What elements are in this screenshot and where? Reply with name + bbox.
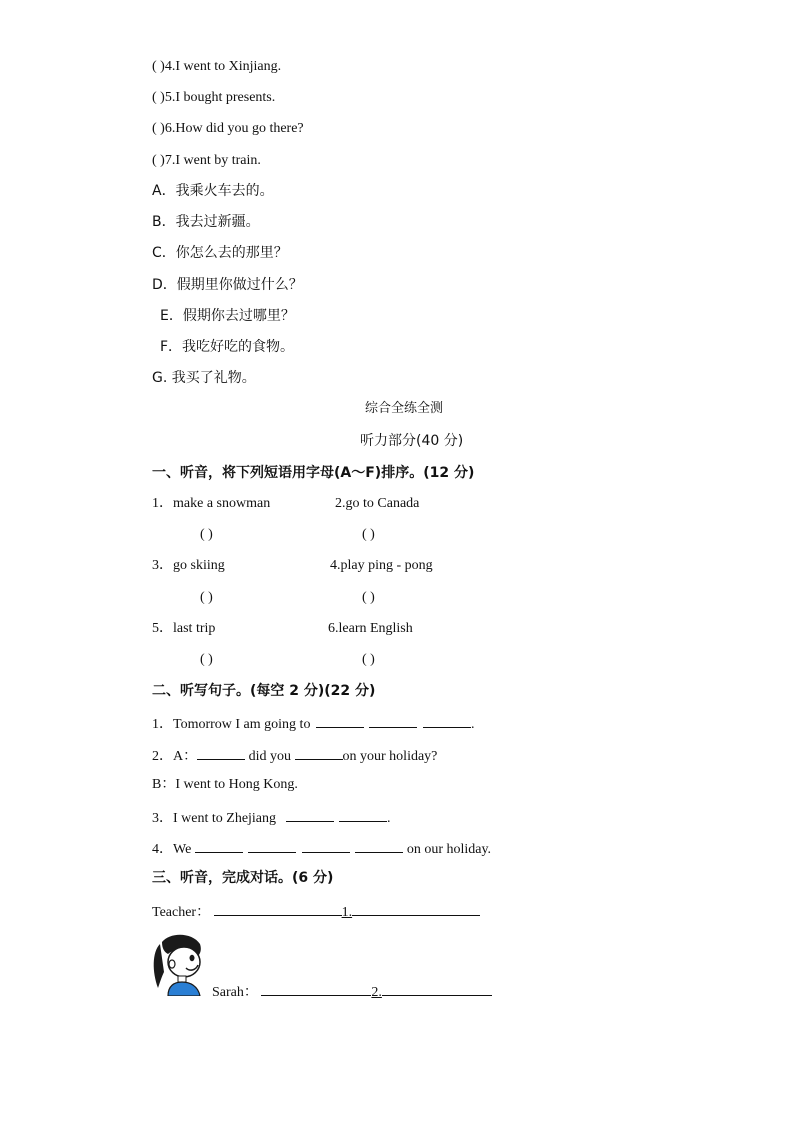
option-c: C．你怎么去的那里？ [152, 245, 288, 261]
item-text: 4.I went to Xinjiang. [164, 59, 282, 74]
girl-cartoon-icon [150, 932, 212, 996]
matching-item [152, 89, 275, 107]
teacher-label: Teacher： [152, 905, 211, 920]
answer-blank[interactable] [286, 807, 334, 822]
dictation-q2-answer: B：I went to Hong Kong. [152, 777, 298, 792]
q2-mid1: did you [248, 749, 292, 764]
answer-bracket[interactable]: ( ) [200, 652, 213, 667]
sarah-line [212, 981, 492, 1002]
answer-blank[interactable] [369, 713, 417, 728]
blank-number: 2. [371, 985, 382, 1000]
answer-blank[interactable] [382, 981, 492, 996]
phrase-1: 1．make a snowman [152, 496, 271, 511]
q3-prefix: 3．I went to Zhejiang [152, 811, 277, 826]
blank-number: 1. [341, 905, 353, 920]
q4-end: on our holiday. [406, 842, 492, 857]
answer-bracket[interactable]: ( ) [362, 590, 375, 605]
answer-bracket[interactable]: ( ) [152, 90, 165, 105]
answer-blank[interactable] [248, 838, 296, 853]
answer-blank[interactable] [214, 901, 342, 916]
option-d: D．假期里你做过什么？ [152, 277, 303, 293]
test-title: 综合全练全测 [365, 401, 444, 416]
q3-end: . [387, 811, 391, 826]
listening-title: 听力部分(40 分) [360, 433, 464, 449]
answer-bracket[interactable]: ( ) [152, 153, 165, 168]
matching-item [152, 58, 281, 76]
answer-bracket[interactable]: ( ) [152, 59, 165, 74]
answer-blank[interactable] [261, 981, 371, 996]
dictation-q2 [152, 745, 437, 766]
q2-mid2: on your holiday? [342, 749, 438, 764]
phrase-3: 3．go skiing [152, 558, 225, 573]
teacher-line [152, 901, 480, 922]
dictation-q1 [152, 713, 474, 734]
sarah-label: Sarah： [212, 985, 258, 1000]
dictation-q4 [152, 838, 491, 859]
answer-blank[interactable] [355, 838, 403, 853]
section1-heading: 一、听音，将下列短语用字母(A～F)排序。(12 分) [152, 465, 475, 481]
answer-bracket[interactable]: ( ) [362, 652, 375, 667]
answer-bracket[interactable]: ( ) [200, 527, 213, 542]
phrase-5: 5．last trip [152, 621, 216, 636]
answer-bracket[interactable]: ( ) [152, 121, 165, 136]
answer-blank[interactable] [197, 745, 245, 760]
answer-bracket[interactable]: ( ) [362, 527, 375, 542]
answer-blank[interactable] [302, 838, 350, 853]
answer-blank[interactable] [339, 807, 387, 822]
phrase-4: 4.play ping - pong [330, 558, 433, 573]
matching-item [152, 152, 261, 170]
answer-blank[interactable] [352, 901, 480, 916]
answer-blank[interactable] [423, 713, 471, 728]
answer-blank[interactable] [316, 713, 364, 728]
answer-bracket[interactable]: ( ) [200, 590, 213, 605]
section2-heading: 二、听写句子。(每空 2 分)(22 分) [152, 683, 376, 699]
option-e: E．假期你去过哪里？ [160, 308, 295, 324]
option-b: B．我去过新疆。 [152, 214, 260, 230]
phrase-2: 2.go to Canada [335, 496, 420, 511]
item-text: 5.I bought presents. [164, 90, 276, 105]
answer-blank[interactable] [195, 838, 243, 853]
item-text: 7.I went by train. [164, 153, 261, 168]
q2-prefix: 2．A： [152, 749, 198, 764]
option-g: G. 我买了礼物。 [152, 370, 256, 386]
q4-prefix: 4．We [152, 842, 192, 857]
section3-heading: 三、听音，完成对话。(6 分) [152, 870, 334, 886]
q1-end: . [470, 717, 475, 732]
option-f: F．我吃好吃的食物。 [160, 339, 295, 355]
item-text: 6.How did you go there? [164, 121, 304, 136]
dictation-q3 [152, 807, 391, 828]
option-a: A．我乘火车去的。 [152, 183, 274, 199]
q1-prefix: 1．Tomorrow I am going to [152, 717, 311, 732]
phrase-6: 6.learn English [328, 621, 413, 636]
matching-item [152, 120, 304, 138]
answer-blank[interactable] [295, 745, 343, 760]
